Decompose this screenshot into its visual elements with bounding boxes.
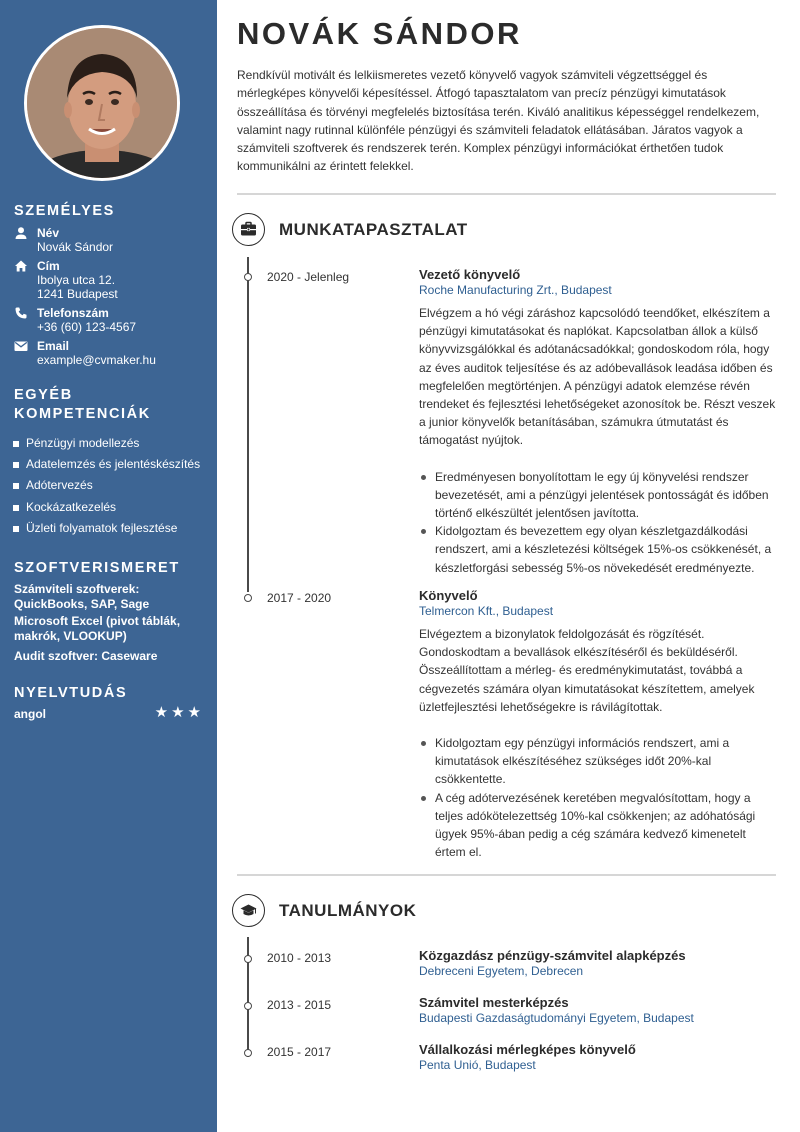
education-entry: [419, 1042, 777, 1073]
address-value-city: 1241 Budapest: [37, 287, 118, 301]
education-title: Közgazdász pénzügy-számvitel alapképzés: [419, 948, 686, 963]
education-school: Budapesti Gazdaságtudományi Egyetem, Budapest: [419, 1011, 694, 1025]
education-title: Számvitel mesterképzés: [419, 995, 569, 1010]
timeline-dot: [244, 273, 252, 281]
software-item: Audit szoftver: Caseware: [14, 649, 158, 663]
education-section-title: TANULMÁNYOK: [279, 901, 417, 920]
job-description: Elvégzem a hó végi záráshoz kapcsolódó teendőket, elkészítem a pénzügyi kimutatásokat és naplókat. Kapcsolatban állok a külső könyvvizsgálókkal és adótanácsadókkal; gondoskodom róla, hogy az éves auditok teljesítése és az adóbevallások leadása időben és megfelelően megtörténjen. A pénzügyi adatok elemzése révén trendeket és fejlesztési lehetőségeket azonosítok be. Részt veszek a junior könyvelők betanításában, számukra útmutatást és támogatást nyújtok.: [419, 306, 776, 448]
profile-summary: Rendkívül motivált és lelkiismeretes vezető könyvelő vagyok számviteli végzettséggel és mérlegképes könyvelői képesítéssel. Átfogó tapasztalatom van precíz pénzügyi kimutatások összeállítása és törvényi megfelelés biztosítása terén. Kiváló analitikus képességgel rendelkezem, valamint nagy rutinnal különféle pénzügyi és számviteli feladatok ellátásában. Járatos vagyok a számviteli szoftverek és rendszerek terén. Komplex pénzügyi információkat érthetően tudok kommunikálni az érintett felekkel.: [237, 68, 760, 174]
experience-section-title: MUNKATAPASZTALAT: [279, 220, 468, 239]
job-description: Elvégeztem a bizonylatok feldolgozását és rögzítését. Gondoskodtam a bevallások elkészítéséről és beküldéséről. Összeállítottam a mérleg- és eredménykimutatást, továbbá a cégvezetés számára olyan kimutatásokat készítettem, amelyek üzletfejlesztési lehetőségekre is rávilágítottak.: [419, 627, 755, 714]
job-company: Roche Manufacturing Zrt., Budapest: [419, 283, 612, 297]
skill-item: Adatelemzés és jelentéskészítés: [13, 454, 200, 475]
job-entry: [419, 588, 777, 861]
language-name: angol: [14, 707, 46, 721]
education-school: Debreceni Egyetem, Debrecen: [419, 964, 584, 978]
name-value: Novák Sándor: [37, 240, 114, 254]
sidebar: [0, 0, 217, 1132]
education-date: 2010 - 2013: [267, 951, 332, 965]
divider: [237, 874, 776, 876]
software-section-title: SZOFTVERISMERET: [14, 560, 180, 576]
achievement-item: A cég adótervezésének keretében megvalósítottam, hogy a teljes adókötelezettség 10%-kal csökkenjen; az adóhatósági ügyek 95%-ában pedig a cég számára kedvező kimenetelt értem el.: [419, 789, 777, 862]
avatar-illustration: [27, 28, 177, 178]
experience-section-icon: [232, 213, 265, 246]
timeline-dot: [244, 1002, 252, 1010]
job-title: Könyvelő: [419, 588, 478, 603]
briefcase-icon: [240, 221, 257, 238]
name-label: Név: [37, 226, 60, 240]
achievement-item: Kidolgoztam és bevezettem egy olyan készletgazdálkodási rendszert, ami a készletezési költségek 15%-os csökkenését, a készletforgási sebesség 5%-os növekedését eredményezte.: [419, 522, 777, 577]
software-item: Microsoft Excel (pivot táblák, makrók, VLOOKUP): [14, 614, 181, 643]
achievement-item: Kidolgoztam egy pénzügyi információs rendszert, ami a kimutatások elkészítéséhez szükséges időt 20%-kal csökkentette.: [419, 734, 777, 789]
education-school: Penta Unió, Budapest: [419, 1058, 536, 1072]
education-title: Vállalkozási mérlegképes könyvelő: [419, 1042, 636, 1057]
phone-value: +36 (60) 123-4567: [37, 320, 137, 334]
language-level-stars: ★★★: [154, 704, 204, 721]
job-entry: [419, 267, 777, 577]
home-icon: [14, 259, 28, 273]
candidate-name: NOVÁK SÁNDOR: [237, 16, 522, 51]
job-achievements: [419, 734, 777, 861]
skill-item: Üzleti folyamatok fejlesztése: [13, 518, 200, 539]
timeline-dot: [244, 955, 252, 963]
experience-timeline-line: [247, 257, 249, 592]
software-item: Számviteli szoftverek: QuickBooks, SAP, Sage: [14, 582, 150, 611]
job-title: Vezető könyvelő: [419, 267, 521, 282]
user-icon: [14, 226, 28, 240]
profile-photo: [24, 25, 180, 181]
timeline-dot: [244, 1049, 252, 1057]
email-label: Email: [37, 339, 70, 353]
address-label: Cím: [37, 259, 60, 273]
timeline-dot: [244, 594, 252, 602]
job-company: Telmercon Kft., Budapest: [419, 604, 554, 618]
email-value: example@cvmaker.hu: [37, 353, 156, 367]
education-entry: [419, 948, 777, 979]
skill-item: Kockázatkezelés: [13, 497, 200, 518]
divider: [237, 193, 776, 195]
phone-icon: [14, 306, 28, 320]
phone-label: Telefonszám: [37, 306, 109, 320]
job-date: 2020 - Jelenleg: [267, 270, 350, 284]
personal-section-title: SZEMÉLYES: [14, 203, 115, 219]
job-achievements: [419, 468, 777, 577]
education-date: 2015 - 2017: [267, 1045, 332, 1059]
language-item: [14, 706, 204, 722]
address-value-street: Ibolya utca 12.: [37, 273, 116, 287]
skills-section-title-line2: KOMPETENCIÁK: [14, 406, 151, 422]
achievement-item: Eredményesen bonyolítottam le egy új könyvelési rendszer bevezetését, ami a pénzügyi jelentések pontosságát és időben történő elkészültét jelentősen javította.: [419, 468, 777, 523]
email-icon: [14, 339, 28, 353]
education-entry: [419, 995, 777, 1026]
languages-section-title: NYELVTUDÁS: [14, 685, 128, 701]
skills-list: [13, 433, 200, 539]
job-date: 2017 - 2020: [267, 591, 332, 605]
graduation-cap-icon: [240, 902, 257, 919]
education-section-icon: [232, 894, 265, 927]
skill-item: Pénzügyi modellezés: [13, 433, 200, 454]
education-date: 2013 - 2015: [267, 998, 332, 1012]
skill-item: Adótervezés: [13, 475, 200, 496]
skills-section-title-line1: EGYÉB: [14, 387, 73, 403]
